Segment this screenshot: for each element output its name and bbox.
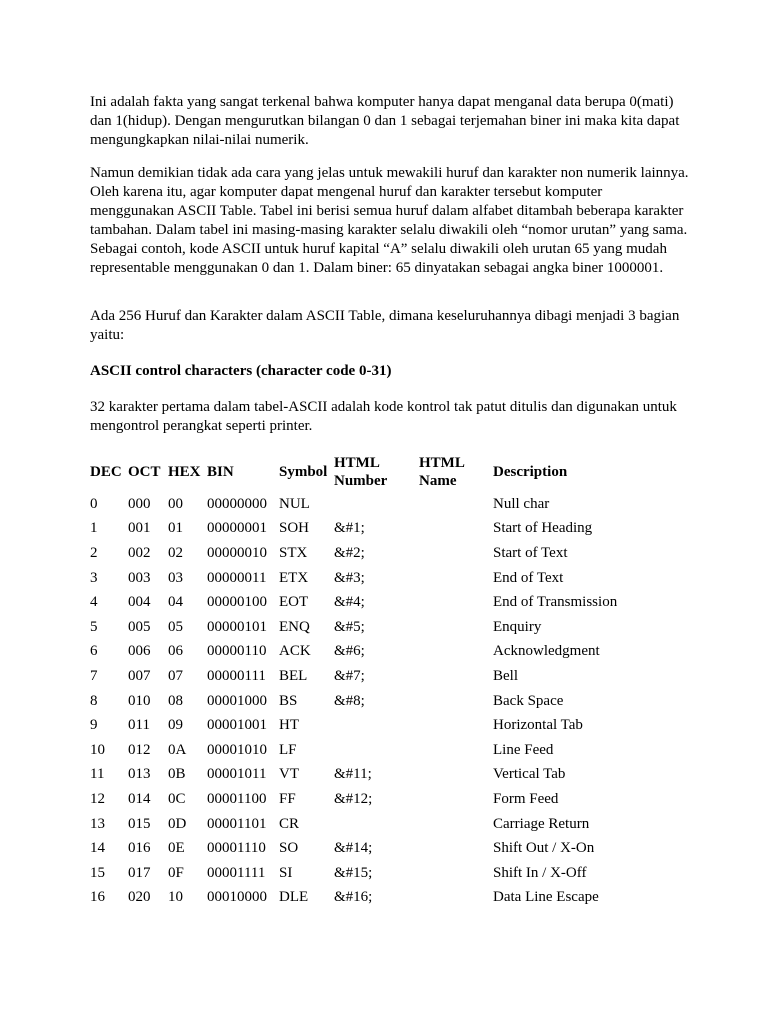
control-chars-paragraph: 32 karakter pertama dalam tabel-ASCII adalah kode kontrol tak patut ditulis dan digunakan untuk mengontrol perangkat seperti printer. (90, 399, 677, 434)
cell-symbol: VT (279, 766, 299, 783)
cell-description: Carriage Return (493, 815, 590, 832)
cell-dec: 6 (90, 643, 98, 660)
cell-oct: 010 (128, 692, 151, 709)
cell-hex: 10 (168, 889, 183, 906)
cell-bin: 00001101 (207, 815, 267, 832)
cell-symbol: NUL (279, 495, 310, 512)
header-oct: OCT (128, 464, 161, 480)
cell-bin: 00001011 (207, 766, 267, 783)
cell-html-name (419, 812, 493, 837)
cell-dec: 5 (90, 618, 98, 635)
cell-bin: 00000110 (207, 643, 267, 660)
cell-hex: 09 (168, 717, 183, 734)
cell-html-number (334, 713, 419, 738)
table-row (90, 812, 623, 837)
cell-html-number: &#16; (334, 889, 373, 906)
cell-dec: 15 (90, 864, 105, 881)
cell-bin: 00001001 (207, 717, 267, 734)
cell-html-name (419, 836, 493, 861)
cell-html-number (334, 812, 419, 837)
cell-html-name (419, 615, 493, 640)
cell-hex: 05 (168, 618, 183, 635)
cell-symbol: BEL (279, 667, 308, 684)
cell-hex: 07 (168, 667, 183, 684)
cell-symbol: ENQ (279, 618, 310, 635)
table-row (90, 836, 623, 861)
cell-symbol: SO (279, 840, 299, 857)
cell-html-number: &#12; (334, 790, 373, 807)
cell-symbol: CR (279, 815, 300, 832)
table-row (90, 492, 623, 517)
cell-html-number: &#6; (334, 643, 365, 660)
cell-symbol: SI (279, 864, 293, 881)
cell-hex: 0D (168, 815, 187, 832)
cell-html-name (419, 590, 493, 615)
cell-bin: 00000010 (207, 544, 267, 561)
cell-symbol: LF (279, 741, 297, 758)
cell-oct: 016 (128, 840, 151, 857)
table-row (90, 615, 623, 640)
cell-description: Data Line Escape (493, 889, 599, 906)
cell-hex: 0A (168, 741, 187, 758)
cell-description: Acknowledgment (493, 643, 600, 660)
cell-description: Vertical Tab (493, 766, 566, 783)
cell-dec: 11 (90, 766, 105, 783)
table-row (90, 664, 623, 689)
cell-bin: 00001000 (207, 692, 267, 709)
table-row (90, 861, 623, 886)
table-row (90, 590, 623, 615)
cell-html-number: &#1; (334, 520, 365, 537)
header-dec: DEC (90, 464, 122, 480)
cell-html-name (419, 566, 493, 591)
cell-oct: 007 (128, 667, 151, 684)
cell-symbol: FF (279, 790, 296, 807)
cell-html-name (419, 787, 493, 812)
cell-oct: 020 (128, 889, 151, 906)
cell-hex: 0C (168, 790, 186, 807)
cell-oct: 015 (128, 815, 151, 832)
cell-dec: 0 (90, 495, 98, 512)
cell-symbol: DLE (279, 889, 309, 906)
cell-oct: 014 (128, 790, 151, 807)
cell-description: End of Text (493, 569, 564, 586)
cell-hex: 03 (168, 569, 183, 586)
cell-html-number: &#15; (334, 864, 373, 881)
table-row (90, 713, 623, 738)
cell-hex: 08 (168, 692, 183, 709)
cell-dec: 4 (90, 594, 98, 611)
header-html-number: HTML Number (334, 455, 388, 489)
table-row (90, 763, 623, 788)
cell-symbol: HT (279, 717, 299, 734)
cell-dec: 13 (90, 815, 105, 832)
table-row (90, 566, 623, 591)
table-row (90, 886, 623, 911)
cell-html-number: &#14; (334, 840, 373, 857)
cell-hex: 02 (168, 544, 183, 561)
ascii-control-table (90, 452, 623, 910)
cell-html-number (334, 738, 419, 763)
cell-description: Shift In / X-Off (493, 864, 587, 881)
cell-html-number: &#8; (334, 692, 365, 709)
cell-symbol: BS (279, 692, 298, 709)
cell-description: Line Feed (493, 741, 554, 758)
cell-bin: 00000001 (207, 520, 267, 537)
header-description: Description (493, 464, 568, 480)
header-symbol: Symbol (279, 464, 328, 480)
cell-description: Bell (493, 667, 518, 684)
cell-dec: 8 (90, 692, 98, 709)
header-bin: BIN (207, 464, 234, 480)
cell-description: Horizontal Tab (493, 717, 583, 734)
cell-description: Form Feed (493, 790, 559, 807)
cell-bin: 00000101 (207, 618, 267, 635)
cell-dec: 14 (90, 840, 105, 857)
intro-paragraph: Ini adalah fakta yang sangat terkenal bahwa komputer hanya dapat menganal data berupa 0(mati) dan 1(hidup). Dengan mengurutkan bilangan 0 dan 1 sebagai terjemahan biner ini maka kita dapat mengungkapkan nilai-nilai numerik. (90, 94, 680, 148)
cell-html-number: &#7; (334, 667, 365, 684)
header-hex: HEX (168, 464, 201, 480)
cell-bin: 00001100 (207, 790, 267, 807)
cell-oct: 004 (128, 594, 151, 611)
cell-hex: 0F (168, 864, 184, 881)
cell-html-name (419, 492, 493, 517)
cell-html-number: &#11; (334, 766, 372, 783)
cell-oct: 001 (128, 520, 151, 537)
cell-description: End of Transmission (493, 594, 618, 611)
cell-html-name (419, 689, 493, 714)
cell-description: Shift Out / X-On (493, 840, 595, 857)
cell-dec: 16 (90, 889, 105, 906)
cell-oct: 017 (128, 864, 151, 881)
cell-description: Enquiry (493, 618, 542, 635)
table-row (90, 787, 623, 812)
section-heading: ASCII control characters (character code 0-31) (90, 363, 392, 379)
cell-dec: 7 (90, 667, 98, 684)
cell-symbol: EOT (279, 594, 309, 611)
cell-bin: 00010000 (207, 889, 267, 906)
cell-oct: 012 (128, 741, 151, 758)
cell-symbol: STX (279, 544, 308, 561)
cell-description: Back Space (493, 692, 564, 709)
cell-html-name (419, 664, 493, 689)
cell-html-number: &#2; (334, 544, 365, 561)
cell-bin: 00001111 (207, 864, 266, 881)
cell-bin: 00001110 (207, 840, 266, 857)
cell-oct: 013 (128, 766, 151, 783)
cell-description: Start of Text (493, 544, 568, 561)
cell-oct: 006 (128, 643, 151, 660)
ascii-sections-paragraph: Ada 256 Huruf dan Karakter dalam ASCII Table, dimana keseluruhannya dibagi menjadi 3 bagian yaitu: (90, 308, 680, 343)
cell-dec: 3 (90, 569, 98, 586)
cell-symbol: ACK (279, 643, 311, 660)
cell-html-name (419, 763, 493, 788)
cell-html-name (419, 886, 493, 911)
table-row (90, 640, 623, 665)
cell-dec: 9 (90, 717, 98, 734)
cell-dec: 2 (90, 544, 98, 561)
cell-dec: 1 (90, 520, 98, 537)
cell-html-number: &#5; (334, 618, 365, 635)
cell-hex: 0E (168, 840, 185, 857)
cell-oct: 011 (128, 717, 150, 734)
cell-bin: 00000011 (207, 569, 267, 586)
cell-hex: 06 (168, 643, 183, 660)
cell-html-name (419, 517, 493, 542)
cell-hex: 0B (168, 766, 186, 783)
cell-html-number: &#4; (334, 594, 365, 611)
cell-bin: 00000111 (207, 667, 266, 684)
cell-html-name (419, 713, 493, 738)
cell-html-number: &#3; (334, 569, 365, 586)
cell-dec: 10 (90, 741, 105, 758)
cell-description: Null char (493, 495, 550, 512)
table-body (90, 492, 623, 910)
table-row (90, 541, 623, 566)
cell-html-number (334, 492, 419, 517)
cell-hex: 04 (168, 594, 183, 611)
cell-html-name (419, 640, 493, 665)
cell-symbol: ETX (279, 569, 309, 586)
cell-description: Start of Heading (493, 520, 593, 537)
cell-oct: 002 (128, 544, 151, 561)
table-row (90, 689, 623, 714)
cell-hex: 00 (168, 495, 183, 512)
cell-dec: 12 (90, 790, 105, 807)
cell-html-name (419, 861, 493, 886)
cell-bin: 00001010 (207, 741, 267, 758)
table-header-row (90, 452, 623, 492)
header-html-name: HTML Name (419, 455, 465, 489)
cell-bin: 00000000 (207, 495, 267, 512)
cell-oct: 000 (128, 495, 151, 512)
cell-oct: 005 (128, 618, 151, 635)
cell-symbol: SOH (279, 520, 310, 537)
ascii-explanation-paragraph: Namun demikian tidak ada cara yang jelas untuk mewakili huruf dan karakter non numerik lainnya. Oleh karena itu, agar komputer dapat mengenal huruf dan karakter tersebut komputer menggunakan ASCII Table. Tabel ini berisi semua huruf dalam alfabet ditambah beberapa karakter tambahan. Dalam tabel ini masing-masing karakter selalu diwakili oleh “nomor urutan” yang sama. Sebagai contoh, kode ASCII untuk huruf kapital “A” selalu diwakili oleh urutan 65 yang mudah representable menggunakan 0 dan 1. Dalam biner: 65 dinyatakan sebagai angka biner 1000001. (90, 165, 689, 276)
cell-html-name (419, 541, 493, 566)
cell-html-name (419, 738, 493, 763)
table-row (90, 517, 623, 542)
cell-hex: 01 (168, 520, 183, 537)
cell-oct: 003 (128, 569, 151, 586)
table-row (90, 738, 623, 763)
cell-bin: 00000100 (207, 594, 267, 611)
